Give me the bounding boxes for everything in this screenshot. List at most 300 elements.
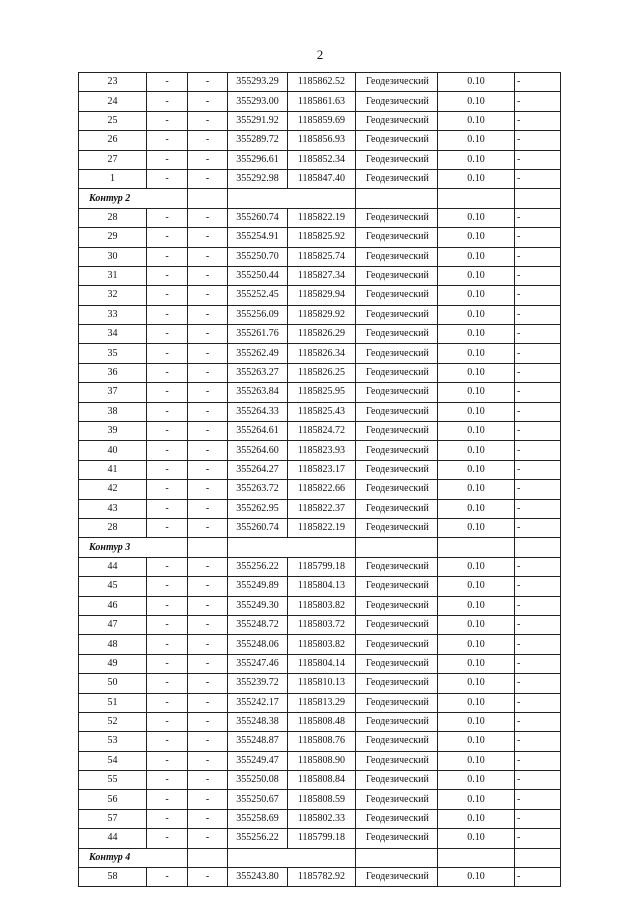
old-y-cell: - [188, 596, 228, 615]
table-row [79, 208, 561, 227]
coordinates-table-body [79, 73, 561, 887]
point-number-cell: 57 [79, 809, 147, 828]
y-coordinate-cell: 1185803.82 [288, 596, 356, 615]
y-coordinate-cell: 1185810.13 [288, 674, 356, 693]
method-cell: Геодезический [356, 518, 438, 537]
method-cell: Геодезический [356, 712, 438, 731]
method-cell: Геодезический [356, 150, 438, 169]
x-coordinate-cell: 355248.72 [228, 615, 288, 634]
y-coordinate-cell: 1185862.52 [288, 73, 356, 92]
method-cell: Геодезический [356, 480, 438, 499]
point-number-cell: 29 [79, 228, 147, 247]
point-number-cell: 28 [79, 518, 147, 537]
old-x-cell: - [147, 383, 188, 402]
x-coordinate-cell: 355260.74 [228, 208, 288, 227]
table-row [79, 150, 561, 169]
description-cell: - [515, 208, 561, 227]
old-x-cell: - [147, 325, 188, 344]
precision-cell: 0.10 [438, 712, 515, 731]
precision-cell: 0.10 [438, 596, 515, 615]
description-cell: - [515, 557, 561, 576]
point-number-cell: 52 [79, 712, 147, 731]
method-cell: Геодезический [356, 577, 438, 596]
old-y-cell: - [188, 247, 228, 266]
old-y-cell: - [188, 693, 228, 712]
y-coordinate-cell: 1185822.37 [288, 499, 356, 518]
old-y-cell: - [188, 751, 228, 770]
y-coordinate-cell: 1185808.76 [288, 732, 356, 751]
y-coordinate-cell: 1185825.95 [288, 383, 356, 402]
old-y-cell: - [188, 460, 228, 479]
y-coordinate-cell: 1185822.19 [288, 208, 356, 227]
point-number-cell: 46 [79, 596, 147, 615]
old-x-cell: - [147, 712, 188, 731]
method-cell: Геодезический [356, 460, 438, 479]
precision-cell: 0.10 [438, 751, 515, 770]
table-row [79, 615, 561, 634]
description-cell: - [515, 790, 561, 809]
table-row [79, 383, 561, 402]
contour-empty-cell [188, 538, 228, 557]
old-x-cell: - [147, 111, 188, 130]
description-cell: - [515, 73, 561, 92]
description-cell: - [515, 499, 561, 518]
point-number-cell: 38 [79, 402, 147, 421]
old-x-cell: - [147, 615, 188, 634]
method-cell: Геодезический [356, 868, 438, 887]
old-y-cell: - [188, 868, 228, 887]
point-number-cell: 35 [79, 344, 147, 363]
precision-cell: 0.10 [438, 325, 515, 344]
point-number-cell: 49 [79, 654, 147, 673]
y-coordinate-cell: 1185808.90 [288, 751, 356, 770]
description-cell: - [515, 615, 561, 634]
precision-cell: 0.10 [438, 732, 515, 751]
x-coordinate-cell: 355293.29 [228, 73, 288, 92]
y-coordinate-cell: 1185823.93 [288, 441, 356, 460]
method-cell: Геодезический [356, 771, 438, 790]
method-cell: Геодезический [356, 499, 438, 518]
precision-cell: 0.10 [438, 383, 515, 402]
description-cell: - [515, 809, 561, 828]
method-cell: Геодезический [356, 829, 438, 848]
precision-cell: 0.10 [438, 441, 515, 460]
method-cell: Геодезический [356, 790, 438, 809]
old-y-cell: - [188, 228, 228, 247]
old-y-cell: - [188, 615, 228, 634]
old-x-cell: - [147, 305, 188, 324]
method-cell: Геодезический [356, 732, 438, 751]
x-coordinate-cell: 355256.22 [228, 557, 288, 576]
table-row [79, 363, 561, 382]
point-number-cell: 56 [79, 790, 147, 809]
point-number-cell: 41 [79, 460, 147, 479]
precision-cell: 0.10 [438, 111, 515, 130]
table-row [79, 73, 561, 92]
old-y-cell: - [188, 829, 228, 848]
contour-empty-cell [228, 848, 356, 867]
coordinates-table [78, 72, 561, 887]
precision-cell: 0.10 [438, 635, 515, 654]
old-x-cell: - [147, 92, 188, 111]
old-x-cell: - [147, 402, 188, 421]
point-number-cell: 42 [79, 480, 147, 499]
method-cell: Геодезический [356, 402, 438, 421]
table-row [79, 751, 561, 770]
method-cell: Геодезический [356, 131, 438, 150]
point-number-cell: 58 [79, 868, 147, 887]
old-x-cell: - [147, 829, 188, 848]
contour-header-row [79, 189, 561, 208]
method-cell: Геодезический [356, 344, 438, 363]
y-coordinate-cell: 1185803.82 [288, 635, 356, 654]
old-x-cell: - [147, 286, 188, 305]
y-coordinate-cell: 1185826.25 [288, 363, 356, 382]
table-row [79, 480, 561, 499]
point-number-cell: 27 [79, 150, 147, 169]
method-cell: Геодезический [356, 557, 438, 576]
x-coordinate-cell: 355239.72 [228, 674, 288, 693]
old-x-cell: - [147, 635, 188, 654]
precision-cell: 0.10 [438, 92, 515, 111]
y-coordinate-cell: 1185825.43 [288, 402, 356, 421]
description-cell: - [515, 751, 561, 770]
x-coordinate-cell: 355263.84 [228, 383, 288, 402]
old-y-cell: - [188, 131, 228, 150]
old-x-cell: - [147, 577, 188, 596]
x-coordinate-cell: 355256.22 [228, 829, 288, 848]
y-coordinate-cell: 1185813.29 [288, 693, 356, 712]
contour-empty-cell [438, 189, 515, 208]
point-number-cell: 54 [79, 751, 147, 770]
old-x-cell: - [147, 266, 188, 285]
old-y-cell: - [188, 363, 228, 382]
precision-cell: 0.10 [438, 829, 515, 848]
table-row [79, 247, 561, 266]
old-y-cell: - [188, 441, 228, 460]
contour-header-row [79, 848, 561, 867]
old-y-cell: - [188, 654, 228, 673]
x-coordinate-cell: 355289.72 [228, 131, 288, 150]
x-coordinate-cell: 355250.67 [228, 790, 288, 809]
old-y-cell: - [188, 809, 228, 828]
description-cell: - [515, 131, 561, 150]
contour-empty-cell [228, 538, 356, 557]
point-number-cell: 24 [79, 92, 147, 111]
method-cell: Геодезический [356, 228, 438, 247]
point-number-cell: 25 [79, 111, 147, 130]
table-row [79, 169, 561, 188]
precision-cell: 0.10 [438, 228, 515, 247]
precision-cell: 0.10 [438, 422, 515, 441]
method-cell: Геодезический [356, 286, 438, 305]
precision-cell: 0.10 [438, 771, 515, 790]
description-cell: - [515, 92, 561, 111]
precision-cell: 0.10 [438, 460, 515, 479]
old-y-cell: - [188, 150, 228, 169]
description-cell: - [515, 286, 561, 305]
table-row [79, 790, 561, 809]
method-cell: Геодезический [356, 266, 438, 285]
table-row [79, 92, 561, 111]
y-coordinate-cell: 1185829.94 [288, 286, 356, 305]
description-cell: - [515, 228, 561, 247]
point-number-cell: 36 [79, 363, 147, 382]
table-row [79, 829, 561, 848]
description-cell: - [515, 732, 561, 751]
old-x-cell: - [147, 441, 188, 460]
description-cell: - [515, 402, 561, 421]
y-coordinate-cell: 1185824.72 [288, 422, 356, 441]
point-number-cell: 23 [79, 73, 147, 92]
point-number-cell: 55 [79, 771, 147, 790]
x-coordinate-cell: 355296.61 [228, 150, 288, 169]
table-row [79, 596, 561, 615]
old-y-cell: - [188, 92, 228, 111]
description-cell: - [515, 771, 561, 790]
point-number-cell: 47 [79, 615, 147, 634]
old-x-cell: - [147, 344, 188, 363]
description-cell: - [515, 363, 561, 382]
precision-cell: 0.10 [438, 693, 515, 712]
old-x-cell: - [147, 771, 188, 790]
contour-empty-cell [515, 538, 561, 557]
old-y-cell: - [188, 518, 228, 537]
y-coordinate-cell: 1185859.69 [288, 111, 356, 130]
method-cell: Геодезический [356, 615, 438, 634]
y-coordinate-cell: 1185808.84 [288, 771, 356, 790]
old-x-cell: - [147, 150, 188, 169]
old-y-cell: - [188, 266, 228, 285]
method-cell: Геодезический [356, 325, 438, 344]
method-cell: Геодезический [356, 305, 438, 324]
table-row [79, 402, 561, 421]
table-row [79, 111, 561, 130]
contour-empty-cell [356, 538, 438, 557]
y-coordinate-cell: 1185802.33 [288, 809, 356, 828]
precision-cell: 0.10 [438, 150, 515, 169]
contour-empty-cell [515, 848, 561, 867]
old-x-cell: - [147, 73, 188, 92]
old-y-cell: - [188, 208, 228, 227]
contour-empty-cell [515, 189, 561, 208]
old-y-cell: - [188, 499, 228, 518]
description-cell: - [515, 635, 561, 654]
point-number-cell: 34 [79, 325, 147, 344]
precision-cell: 0.10 [438, 402, 515, 421]
method-cell: Геодезический [356, 247, 438, 266]
old-y-cell: - [188, 286, 228, 305]
x-coordinate-cell: 355291.92 [228, 111, 288, 130]
point-number-cell: 51 [79, 693, 147, 712]
table-row [79, 499, 561, 518]
x-coordinate-cell: 355264.60 [228, 441, 288, 460]
table-row [79, 557, 561, 576]
y-coordinate-cell: 1185799.18 [288, 829, 356, 848]
old-x-cell: - [147, 499, 188, 518]
description-cell: - [515, 344, 561, 363]
old-x-cell: - [147, 422, 188, 441]
contour-empty-cell [356, 848, 438, 867]
old-x-cell: - [147, 480, 188, 499]
table-row [79, 635, 561, 654]
precision-cell: 0.10 [438, 305, 515, 324]
description-cell: - [515, 111, 561, 130]
old-y-cell: - [188, 111, 228, 130]
x-coordinate-cell: 355258.69 [228, 809, 288, 828]
old-y-cell: - [188, 635, 228, 654]
description-cell: - [515, 247, 561, 266]
point-number-cell: 43 [79, 499, 147, 518]
description-cell: - [515, 305, 561, 324]
x-coordinate-cell: 355264.27 [228, 460, 288, 479]
x-coordinate-cell: 355292.98 [228, 169, 288, 188]
description-cell: - [515, 480, 561, 499]
old-x-cell: - [147, 131, 188, 150]
y-coordinate-cell: 1185852.34 [288, 150, 356, 169]
method-cell: Геодезический [356, 674, 438, 693]
point-number-cell: 28 [79, 208, 147, 227]
method-cell: Геодезический [356, 169, 438, 188]
point-number-cell: 31 [79, 266, 147, 285]
contour-label: Контур 3 [79, 538, 188, 557]
precision-cell: 0.10 [438, 790, 515, 809]
precision-cell: 0.10 [438, 499, 515, 518]
method-cell: Геодезический [356, 441, 438, 460]
point-number-cell: 44 [79, 829, 147, 848]
old-y-cell: - [188, 383, 228, 402]
contour-label: Контур 4 [79, 848, 188, 867]
method-cell: Геодезический [356, 383, 438, 402]
x-coordinate-cell: 355262.49 [228, 344, 288, 363]
precision-cell: 0.10 [438, 208, 515, 227]
old-x-cell: - [147, 208, 188, 227]
method-cell: Геодезический [356, 809, 438, 828]
contour-empty-cell [228, 189, 356, 208]
x-coordinate-cell: 355249.89 [228, 577, 288, 596]
description-cell: - [515, 712, 561, 731]
old-x-cell: - [147, 751, 188, 770]
x-coordinate-cell: 355256.09 [228, 305, 288, 324]
table-row [79, 131, 561, 150]
point-number-cell: 40 [79, 441, 147, 460]
table-row [79, 771, 561, 790]
old-y-cell: - [188, 712, 228, 731]
contour-empty-cell [356, 189, 438, 208]
description-cell: - [515, 829, 561, 848]
description-cell: - [515, 422, 561, 441]
description-cell: - [515, 868, 561, 887]
description-cell: - [515, 460, 561, 479]
point-number-cell: 48 [79, 635, 147, 654]
old-y-cell: - [188, 305, 228, 324]
table-row [79, 809, 561, 828]
contour-label: Контур 2 [79, 189, 188, 208]
description-cell: - [515, 383, 561, 402]
old-y-cell: - [188, 73, 228, 92]
precision-cell: 0.10 [438, 557, 515, 576]
point-number-cell: 53 [79, 732, 147, 751]
old-y-cell: - [188, 169, 228, 188]
contour-empty-cell [438, 848, 515, 867]
y-coordinate-cell: 1185823.17 [288, 460, 356, 479]
y-coordinate-cell: 1185804.14 [288, 654, 356, 673]
point-number-cell: 37 [79, 383, 147, 402]
y-coordinate-cell: 1185847.40 [288, 169, 356, 188]
method-cell: Геодезический [356, 422, 438, 441]
table-row [79, 868, 561, 887]
y-coordinate-cell: 1185808.48 [288, 712, 356, 731]
x-coordinate-cell: 355243.80 [228, 868, 288, 887]
table-row [79, 266, 561, 285]
old-y-cell: - [188, 771, 228, 790]
point-number-cell: 32 [79, 286, 147, 305]
x-coordinate-cell: 355250.44 [228, 266, 288, 285]
old-x-cell: - [147, 674, 188, 693]
old-x-cell: - [147, 518, 188, 537]
description-cell: - [515, 518, 561, 537]
table-row [79, 674, 561, 693]
point-number-cell: 45 [79, 577, 147, 596]
y-coordinate-cell: 1185782.92 [288, 868, 356, 887]
description-cell: - [515, 654, 561, 673]
point-number-cell: 44 [79, 557, 147, 576]
y-coordinate-cell: 1185822.66 [288, 480, 356, 499]
y-coordinate-cell: 1185826.29 [288, 325, 356, 344]
description-cell: - [515, 693, 561, 712]
old-x-cell: - [147, 693, 188, 712]
contour-empty-cell [438, 538, 515, 557]
old-x-cell: - [147, 732, 188, 751]
old-y-cell: - [188, 422, 228, 441]
old-x-cell: - [147, 169, 188, 188]
y-coordinate-cell: 1185826.34 [288, 344, 356, 363]
old-x-cell: - [147, 557, 188, 576]
precision-cell: 0.10 [438, 73, 515, 92]
method-cell: Геодезический [356, 596, 438, 615]
old-y-cell: - [188, 790, 228, 809]
precision-cell: 0.10 [438, 868, 515, 887]
table-row [79, 732, 561, 751]
method-cell: Геодезический [356, 693, 438, 712]
x-coordinate-cell: 355248.87 [228, 732, 288, 751]
x-coordinate-cell: 355247.46 [228, 654, 288, 673]
old-x-cell: - [147, 654, 188, 673]
method-cell: Геодезический [356, 208, 438, 227]
description-cell: - [515, 577, 561, 596]
method-cell: Геодезический [356, 111, 438, 130]
precision-cell: 0.10 [438, 266, 515, 285]
table-row [79, 325, 561, 344]
page-number: 2 [316, 47, 324, 62]
x-coordinate-cell: 355261.76 [228, 325, 288, 344]
table-row [79, 441, 561, 460]
x-coordinate-cell: 355263.27 [228, 363, 288, 382]
old-y-cell: - [188, 674, 228, 693]
x-coordinate-cell: 355293.00 [228, 92, 288, 111]
description-cell: - [515, 266, 561, 285]
table-row [79, 712, 561, 731]
method-cell: Геодезический [356, 635, 438, 654]
precision-cell: 0.10 [438, 247, 515, 266]
table-row [79, 344, 561, 363]
point-number-cell: 30 [79, 247, 147, 266]
old-y-cell: - [188, 557, 228, 576]
x-coordinate-cell: 355252.45 [228, 286, 288, 305]
table-row [79, 460, 561, 479]
precision-cell: 0.10 [438, 286, 515, 305]
description-cell: - [515, 596, 561, 615]
